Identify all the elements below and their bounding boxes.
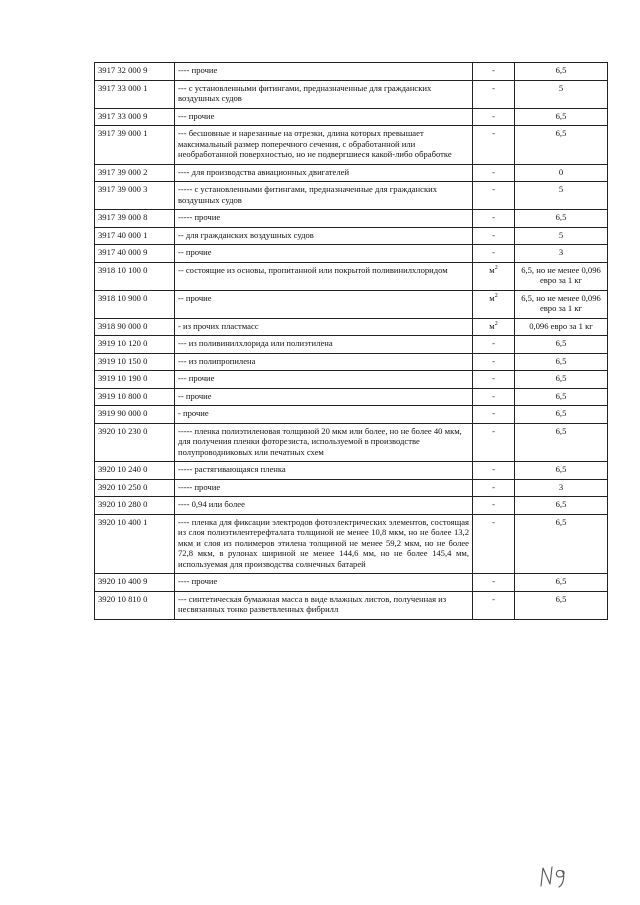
hs-code-cell: 3920 10 230 0 xyxy=(95,423,175,462)
description-cell: --- из полипропилена xyxy=(175,353,473,371)
unit-text: м xyxy=(489,292,495,303)
table-row xyxy=(95,108,608,126)
duty-rate-cell: 6,5 xyxy=(515,336,608,354)
table-row xyxy=(95,388,608,406)
unit-cell xyxy=(473,318,515,336)
description-cell: -- прочие xyxy=(175,290,473,318)
duty-rate-cell: 6,5 xyxy=(515,63,608,81)
description-cell: ----- прочие xyxy=(175,479,473,497)
hs-code-cell: 3919 10 150 0 xyxy=(95,353,175,371)
description-cell: ----- прочие xyxy=(175,210,473,228)
tariff-table-body xyxy=(95,63,608,620)
unit-text: - xyxy=(492,110,495,121)
table-row xyxy=(95,227,608,245)
table-row xyxy=(95,336,608,354)
table-row xyxy=(95,182,608,210)
table-row xyxy=(95,262,608,290)
description-cell: --- синтетическая бумажная масса в виде влажных листов, полученная из несвязанных тонко разветвленных фибрилл xyxy=(175,591,473,619)
duty-rate-cell: 5 xyxy=(515,227,608,245)
tariff-table xyxy=(94,62,608,620)
hs-code-cell: 3919 10 800 0 xyxy=(95,388,175,406)
unit-cell xyxy=(473,164,515,182)
duty-rate-cell: 3 xyxy=(515,479,608,497)
duty-rate-cell: 6,5 xyxy=(515,353,608,371)
description-cell: ----- растягивающаяся пленка xyxy=(175,462,473,480)
unit-text: - xyxy=(492,355,495,366)
unit-text: м xyxy=(489,264,495,275)
unit-text: - xyxy=(492,425,495,436)
description-cell: ---- 0,94 или более xyxy=(175,497,473,515)
unit-text: - xyxy=(492,464,495,474)
hs-code-cell: 3918 10 100 0 xyxy=(95,262,175,290)
unit-superscript: 2 xyxy=(494,264,498,271)
unit-cell xyxy=(473,290,515,318)
duty-rate-cell: 5 xyxy=(515,80,608,108)
description-cell: --- бесшовные и нарезанные на отрезки, длина которых превышает максимальный размер поперечного сечения, с обработанной или необработанной поверхностью, но не подвергшиеся какой-либо обработке xyxy=(175,126,473,165)
description-cell: -- прочие xyxy=(175,388,473,406)
description-cell: -- прочие xyxy=(175,245,473,263)
table-row xyxy=(95,126,608,165)
unit-text: - xyxy=(492,247,495,257)
unit-cell xyxy=(473,353,515,371)
hs-code-cell: 3917 33 000 1 xyxy=(95,80,175,108)
table-row xyxy=(95,514,608,574)
duty-rate-cell: 6,5 xyxy=(515,210,608,228)
unit-text: м xyxy=(489,320,495,331)
duty-rate-cell: 6,5 xyxy=(515,126,608,165)
unit-text: - xyxy=(492,166,495,177)
unit-cell xyxy=(473,462,515,480)
hs-code-cell: 3917 32 000 9 xyxy=(95,63,175,81)
table-row xyxy=(95,497,608,515)
duty-rate-cell: 6,5 xyxy=(515,574,608,592)
unit-cell xyxy=(473,262,515,290)
table-row xyxy=(95,164,608,182)
unit-cell xyxy=(473,388,515,406)
duty-rate-cell: 0,096 евро за 1 кг xyxy=(515,318,608,336)
duty-rate-cell: 6,5 xyxy=(515,462,608,480)
description-cell: --- прочие xyxy=(175,108,473,126)
duty-rate-cell: 6,5, но не менее 0,096 евро за 1 кг xyxy=(515,262,608,290)
description-cell: -- состоящие из основы, пропитанной или покрытой поливинилхлоридом xyxy=(175,262,473,290)
description-cell: ---- прочие xyxy=(175,574,473,592)
unit-superscript: 2 xyxy=(494,320,498,327)
duty-rate-cell: 0 xyxy=(515,164,608,182)
unit-text: - xyxy=(492,65,495,75)
description-cell: -- для гражданских воздушных судов xyxy=(175,227,473,245)
handwritten-mark xyxy=(538,862,578,892)
unit-text: - xyxy=(492,516,495,527)
hs-code-cell: 3917 39 000 8 xyxy=(95,210,175,228)
hs-code-cell: 3917 40 000 9 xyxy=(95,245,175,263)
unit-cell xyxy=(473,227,515,245)
description-cell: --- прочие xyxy=(175,371,473,389)
description-cell: ---- прочие xyxy=(175,63,473,81)
hs-code-cell: 3919 10 120 0 xyxy=(95,336,175,354)
description-cell: ---- пленка для фиксации электродов фотоэлектрических элементов, состоящая из слоя полиэтилентерефталата толщиной не менее 10,8 мкм, но не более 13,2 мкм и слоя из полимеров этилена толщиной не менее 59,2 мкм, но не более 72,8 мкм, в рулонах шириной не менее 144,6 мм, но не более 145,4 мм, используемая для производства солнечных батарей xyxy=(175,514,473,574)
unit-cell xyxy=(473,497,515,515)
hs-code-cell: 3918 10 900 0 xyxy=(95,290,175,318)
description-cell: - из прочих пластмасс xyxy=(175,318,473,336)
duty-rate-cell: 3 xyxy=(515,245,608,263)
description-cell: ----- пленка полиэтиленовая толщиной 20 мкм или более, но не более 40 мкм, для получения пленки фоторезиста, используемой в производстве полупроводниковых или печатных схем xyxy=(175,423,473,462)
unit-cell xyxy=(473,514,515,574)
unit-text: - xyxy=(492,82,495,93)
hs-code-cell: 3919 10 190 0 xyxy=(95,371,175,389)
unit-cell xyxy=(473,63,515,81)
duty-rate-cell: 6,5, но не менее 0,096 евро за 1 кг xyxy=(515,290,608,318)
unit-cell xyxy=(473,371,515,389)
description-cell: --- из поливинилхлорида или полиэтилена xyxy=(175,336,473,354)
unit-cell xyxy=(473,423,515,462)
description-cell: --- с установленными фитингами, предназначенные для гражданских воздушных судов xyxy=(175,80,473,108)
unit-text: - xyxy=(492,499,495,509)
table-row xyxy=(95,63,608,81)
hs-code-cell: 3919 90 000 0 xyxy=(95,406,175,424)
unit-text: - xyxy=(492,128,495,138)
table-row xyxy=(95,574,608,592)
table-row xyxy=(95,423,608,462)
table-row xyxy=(95,406,608,424)
unit-cell xyxy=(473,80,515,108)
unit-cell xyxy=(473,591,515,619)
table-row xyxy=(95,591,608,619)
table-row xyxy=(95,245,608,263)
unit-cell xyxy=(473,574,515,592)
hs-code-cell: 3917 33 000 9 xyxy=(95,108,175,126)
unit-cell xyxy=(473,479,515,497)
duty-rate-cell: 6,5 xyxy=(515,108,608,126)
description-cell: ---- для производства авиационных двигателей xyxy=(175,164,473,182)
table-row xyxy=(95,371,608,389)
unit-text: - xyxy=(492,229,495,240)
unit-text: - xyxy=(492,212,495,222)
hs-code-cell: 3917 40 000 1 xyxy=(95,227,175,245)
table-row xyxy=(95,353,608,371)
unit-text: - xyxy=(492,373,495,383)
unit-text: - xyxy=(492,576,495,586)
hs-code-cell: 3917 39 000 2 xyxy=(95,164,175,182)
hs-code-cell: 3920 10 810 0 xyxy=(95,591,175,619)
table-row xyxy=(95,318,608,336)
unit-cell xyxy=(473,126,515,165)
hs-code-cell: 3920 10 250 0 xyxy=(95,479,175,497)
unit-cell xyxy=(473,108,515,126)
duty-rate-cell: 6,5 xyxy=(515,497,608,515)
hs-code-cell: 3917 39 000 3 xyxy=(95,182,175,210)
duty-rate-cell: 5 xyxy=(515,182,608,210)
table-row xyxy=(95,210,608,228)
unit-cell xyxy=(473,336,515,354)
unit-cell xyxy=(473,182,515,210)
description-cell: - прочие xyxy=(175,406,473,424)
duty-rate-cell: 6,5 xyxy=(515,388,608,406)
unit-cell xyxy=(473,245,515,263)
description-cell: ----- с установленными фитингами, предназначенные для гражданских воздушных судов xyxy=(175,182,473,210)
unit-text: - xyxy=(492,184,495,194)
duty-rate-cell: 6,5 xyxy=(515,371,608,389)
table-row xyxy=(95,80,608,108)
table-row xyxy=(95,290,608,318)
unit-text: - xyxy=(492,338,495,348)
hs-code-cell: 3920 10 400 1 xyxy=(95,514,175,574)
duty-rate-cell: 6,5 xyxy=(515,514,608,574)
hs-code-cell: 3920 10 280 0 xyxy=(95,497,175,515)
unit-cell xyxy=(473,210,515,228)
unit-text: - xyxy=(492,593,495,604)
table-row xyxy=(95,479,608,497)
hs-code-cell: 3920 10 400 9 xyxy=(95,574,175,592)
unit-text: - xyxy=(492,390,495,401)
unit-text: - xyxy=(492,408,495,418)
table-row xyxy=(95,462,608,480)
unit-superscript: 2 xyxy=(494,292,498,299)
hs-code-cell: 3917 39 000 1 xyxy=(95,126,175,165)
duty-rate-cell: 6,5 xyxy=(515,423,608,462)
unit-text: - xyxy=(492,481,495,492)
duty-rate-cell: 6,5 xyxy=(515,406,608,424)
unit-cell xyxy=(473,406,515,424)
duty-rate-cell: 6,5 xyxy=(515,591,608,619)
hs-code-cell: 3920 10 240 0 xyxy=(95,462,175,480)
hs-code-cell: 3918 90 000 0 xyxy=(95,318,175,336)
